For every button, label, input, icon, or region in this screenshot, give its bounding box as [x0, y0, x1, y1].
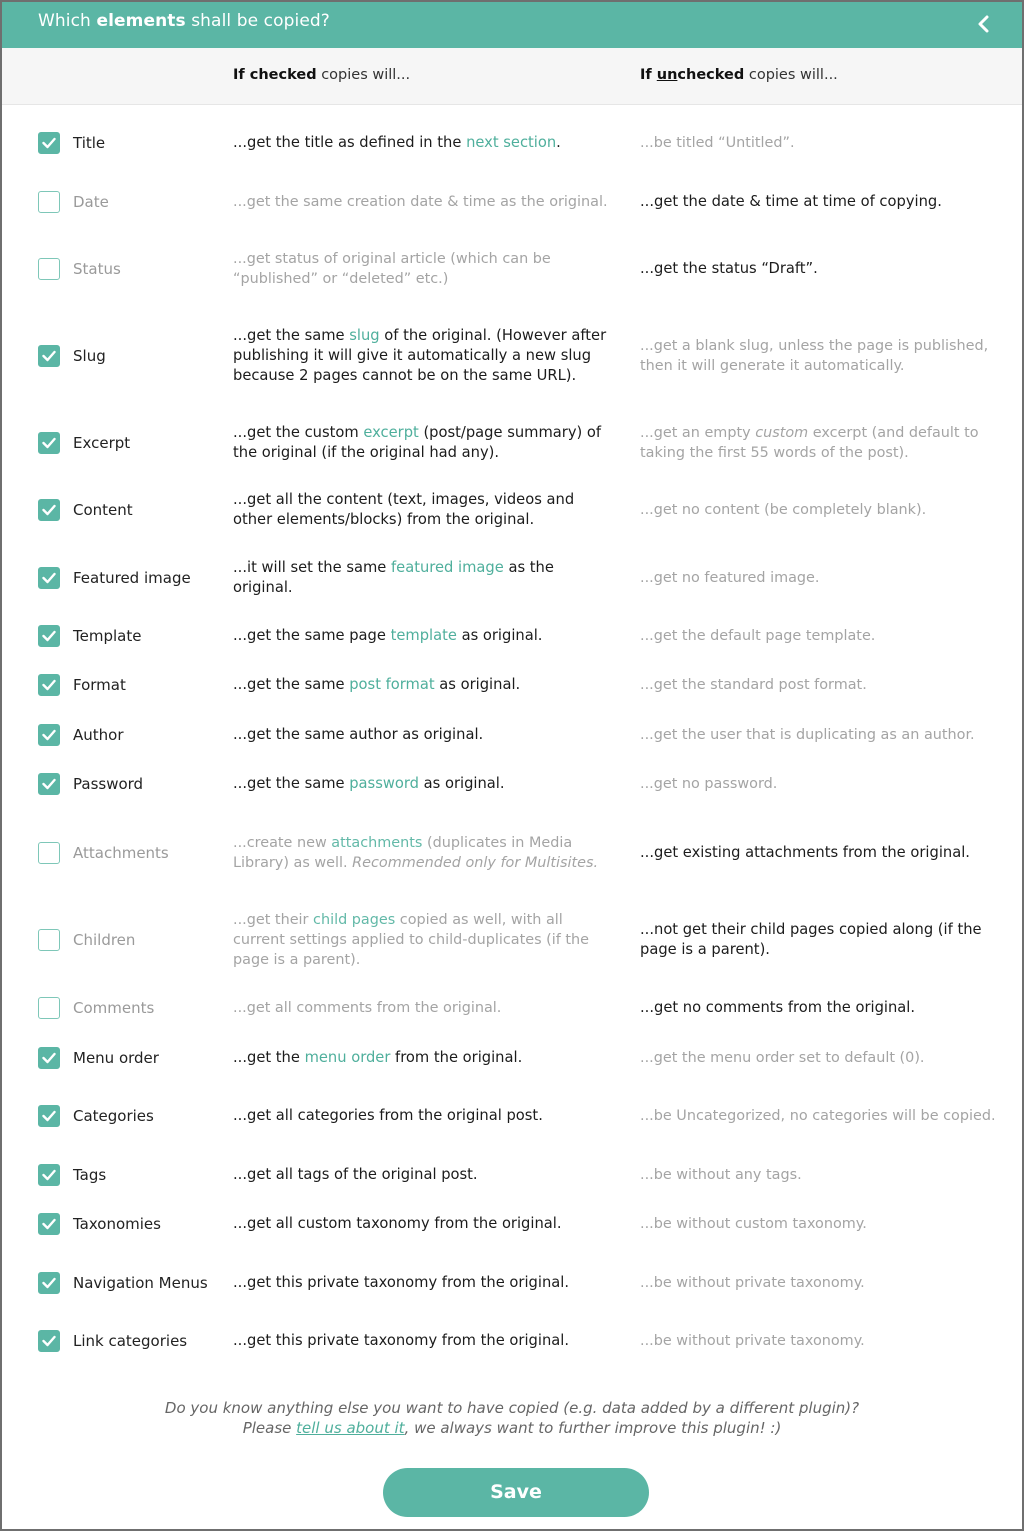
text-segment: ...get all comments from the original. — [233, 1000, 502, 1016]
text-segment: ...be without private taxonomy. — [640, 1275, 865, 1291]
text-segment: ...not get their child pages copied along (if the page is a parent). — [640, 921, 982, 958]
text-segment: ...get the standard post format. — [640, 677, 867, 693]
help-link[interactable]: post format — [349, 676, 435, 693]
option-label[interactable]: Link categories — [73, 1332, 188, 1350]
help-link[interactable]: attachments — [331, 835, 423, 851]
slug-checkbox[interactable] — [38, 345, 60, 367]
option-label[interactable]: Password — [73, 775, 144, 793]
if-checked-text — [233, 133, 608, 153]
text-segment: ...it will set the same — [233, 559, 391, 576]
option-label[interactable]: Excerpt — [73, 434, 131, 452]
if-checked-text — [233, 326, 608, 386]
text-segment: ...get a blank slug, unless the page is published, then it will generate it automatically. — [640, 338, 989, 374]
check-icon — [42, 630, 56, 642]
text-segment: ...get all categories from the original post. — [233, 1107, 543, 1124]
chevron-left-icon[interactable] — [972, 12, 996, 36]
emphasis-text: custom — [755, 425, 809, 441]
text-segment: ...get the same page — [233, 627, 391, 644]
checked-column-header: If checked copies will... — [233, 67, 411, 83]
text-segment: ...get the same — [233, 327, 350, 344]
navigation-menus-checkbox[interactable] — [38, 1272, 60, 1294]
text-segment: ...get the — [233, 1049, 305, 1066]
if-checked-text — [233, 558, 608, 598]
if-unchecked-text — [640, 568, 1005, 588]
check-icon — [42, 1110, 56, 1122]
check-icon — [42, 437, 56, 449]
text-segment: as the original. — [233, 559, 554, 596]
text-segment: ...get no password. — [640, 776, 778, 792]
check-icon — [42, 1218, 56, 1230]
save-button[interactable]: Save — [383, 1468, 649, 1517]
option-label[interactable]: Children — [73, 931, 136, 949]
option-label[interactable]: Menu order — [73, 1049, 159, 1067]
excerpt-checkbox[interactable] — [38, 432, 60, 454]
text-segment: ...be Uncategorized, no categories will be copied. — [640, 1108, 996, 1124]
template-checkbox[interactable] — [38, 625, 60, 647]
check-icon — [42, 350, 56, 362]
text-segment: as original. — [418, 775, 505, 792]
option-label[interactable]: Categories — [73, 1107, 154, 1125]
if-unchecked-text — [640, 920, 1005, 960]
text-segment: ...get their — [233, 912, 314, 928]
text-segment: ...create new — [233, 835, 332, 851]
option-label[interactable]: Slug — [73, 347, 106, 365]
column-headers — [2, 48, 1022, 105]
help-link[interactable]: menu order — [304, 1049, 391, 1066]
option-label[interactable]: Navigation Menus — [73, 1274, 208, 1292]
unchecked-column-header: If unchecked copies will... — [640, 67, 838, 83]
text-segment: ...get the same — [233, 676, 350, 693]
if-checked-text — [233, 910, 608, 970]
help-link[interactable]: template — [390, 627, 457, 644]
emphasis-text: Recommended only for Multisites. — [352, 855, 599, 871]
if-checked-text — [233, 1106, 608, 1126]
tags-checkbox[interactable] — [38, 1164, 60, 1186]
if-unchecked-text — [640, 423, 1005, 463]
check-icon — [42, 778, 56, 790]
text-segment: . — [556, 134, 561, 151]
if-checked-text — [233, 1214, 608, 1234]
text-segment: ...get this private taxonomy from the original. — [233, 1332, 569, 1349]
text-segment: ...be without any tags. — [640, 1167, 802, 1183]
content-checkbox[interactable] — [38, 499, 60, 521]
check-icon — [42, 137, 56, 149]
check-icon — [42, 504, 56, 516]
if-checked-text — [233, 423, 608, 463]
option-label[interactable]: Attachments — [73, 844, 169, 862]
feedback-line-1: Do you know anything else you want to have copied (e.g. data added by a different plugin)? — [164, 1399, 860, 1417]
password-checkbox[interactable] — [38, 773, 60, 795]
if-checked-text — [233, 490, 608, 530]
if-checked-text — [233, 998, 608, 1018]
text-segment: ...get the same author as original. — [233, 726, 484, 743]
if-checked-text — [233, 1331, 608, 1351]
help-link[interactable]: next section — [466, 134, 557, 151]
text-segment: of the original. (However after publishing it will give it automatically a new slug because 2 pages cannot be on the same URL). — [233, 327, 607, 384]
if-checked-text — [233, 626, 608, 646]
help-link[interactable]: excerpt — [363, 424, 419, 441]
if-checked-text — [233, 774, 608, 794]
text-segment: ...be without private taxonomy. — [640, 1333, 865, 1349]
text-segment: ...get the default page template. — [640, 628, 876, 644]
format-checkbox[interactable] — [38, 674, 60, 696]
help-link[interactable]: password — [349, 775, 419, 792]
option-label[interactable]: Format — [73, 676, 126, 694]
feedback-line-2: Please tell us about it, we always want to further improve this plugin! :) — [242, 1419, 782, 1437]
attachments-checkbox[interactable] — [38, 842, 60, 864]
text-segment: ...get the title as defined in the — [233, 134, 467, 151]
check-icon — [42, 679, 56, 691]
if-checked-text — [233, 192, 608, 212]
check-icon — [42, 1335, 56, 1347]
menu-order-checkbox[interactable] — [38, 1047, 60, 1069]
author-checkbox[interactable] — [38, 724, 60, 746]
check-icon — [42, 1052, 56, 1064]
if-checked-text — [233, 1273, 608, 1293]
text-segment: ...get an empty — [640, 425, 756, 441]
feedback-note — [2, 1398, 1022, 1438]
check-icon — [42, 1169, 56, 1181]
tell-us-link[interactable]: tell us about it — [296, 1419, 405, 1437]
if-unchecked-text — [640, 1165, 1005, 1185]
option-label[interactable]: Taxonomies — [73, 1215, 161, 1233]
if-checked-text — [233, 675, 608, 695]
help-link[interactable]: child pages — [313, 912, 396, 928]
if-unchecked-text — [640, 1273, 1005, 1293]
if-unchecked-text — [640, 133, 1005, 153]
if-checked-text — [233, 249, 608, 289]
option-label[interactable]: Featured image — [73, 569, 191, 587]
text-segment: ...get status of original article (which can be “published” or “deleted” etc.) — [233, 251, 551, 287]
text-segment: ...get the date & time at time of copying. — [640, 193, 942, 210]
panel-header[interactable] — [2, 2, 1022, 48]
text-segment: ...get all the content (text, images, videos and other elements/blocks) from the original. — [233, 491, 575, 528]
text-segment: ...get the status “Draft”. — [640, 260, 818, 277]
option-label[interactable]: Comments — [73, 999, 155, 1017]
text-segment: ...get the same — [233, 775, 350, 792]
option-label[interactable]: Tags — [73, 1166, 107, 1184]
text-segment: ...get the custom — [233, 424, 364, 441]
status-checkbox[interactable] — [38, 258, 60, 280]
option-label[interactable]: Template — [73, 627, 142, 645]
text-segment: ...get this private taxonomy from the original. — [233, 1274, 569, 1291]
if-checked-text — [233, 833, 608, 873]
option-label[interactable]: Content — [73, 501, 133, 519]
text-segment: ...get no featured image. — [640, 570, 820, 586]
if-unchecked-text — [640, 1331, 1005, 1351]
children-checkbox[interactable] — [38, 929, 60, 951]
option-label[interactable]: Status — [73, 260, 121, 278]
if-checked-text — [233, 1165, 608, 1185]
if-checked-text — [233, 725, 608, 745]
if-unchecked-text — [640, 843, 1005, 863]
check-icon — [42, 1277, 56, 1289]
taxonomies-checkbox[interactable] — [38, 1213, 60, 1235]
if-unchecked-text — [640, 725, 1005, 745]
text-segment: ...get all custom taxonomy from the original. — [233, 1215, 562, 1232]
help-link[interactable]: featured image — [391, 559, 504, 576]
categories-checkbox[interactable] — [38, 1105, 60, 1127]
text-segment: ...get no content (be completely blank). — [640, 502, 927, 518]
if-unchecked-text — [640, 998, 1005, 1018]
if-unchecked-text — [640, 192, 1005, 212]
if-unchecked-text — [640, 336, 1005, 376]
text-segment: copied as well, with all current settings applied to child-duplicates (if the page is a parent). — [233, 912, 590, 968]
featured-image-checkbox[interactable] — [38, 567, 60, 589]
text-segment: ...get the menu order set to default (0). — [640, 1050, 925, 1066]
if-unchecked-text — [640, 500, 1005, 520]
text-segment: as original. — [434, 676, 521, 693]
check-icon — [42, 729, 56, 741]
option-label[interactable]: Title — [73, 134, 106, 152]
if-unchecked-text — [640, 1214, 1005, 1234]
text-segment: (duplicates in Media Library) as well. — [233, 835, 573, 871]
title-checkbox[interactable] — [38, 132, 60, 154]
if-unchecked-text — [640, 259, 1005, 279]
text-segment: ...get existing attachments from the original. — [640, 844, 970, 861]
if-unchecked-text — [640, 774, 1005, 794]
text-segment: ...get no comments from the original. — [640, 999, 916, 1016]
text-segment: excerpt (and default to taking the first 55 words of the post). — [640, 425, 979, 461]
text-segment: as original. — [456, 627, 543, 644]
text-segment: ...get the same creation date & time as the original. — [233, 194, 608, 210]
if-unchecked-text — [640, 675, 1005, 695]
if-unchecked-text — [640, 1048, 1005, 1068]
if-unchecked-text — [640, 626, 1005, 646]
text-segment: (post/page summary) of the original (if the original had any). — [233, 424, 602, 461]
text-segment: ...be titled “Untitled”. — [640, 135, 795, 151]
if-checked-text — [233, 1048, 608, 1068]
option-label[interactable]: Date — [73, 193, 109, 211]
date-checkbox[interactable] — [38, 191, 60, 213]
help-link[interactable]: slug — [349, 327, 380, 344]
text-segment: ...get all tags of the original post. — [233, 1166, 478, 1183]
check-icon — [42, 572, 56, 584]
option-label[interactable]: Author — [73, 726, 124, 744]
comments-checkbox[interactable] — [38, 997, 60, 1019]
text-segment: ...be without custom taxonomy. — [640, 1216, 867, 1232]
text-segment: ...get the user that is duplicating as an author. — [640, 727, 975, 743]
text-segment: from the original. — [390, 1049, 523, 1066]
panel-title: Which elements shall be copied? — [38, 11, 330, 31]
if-unchecked-text — [640, 1106, 1005, 1126]
link-categories-checkbox[interactable] — [38, 1330, 60, 1352]
